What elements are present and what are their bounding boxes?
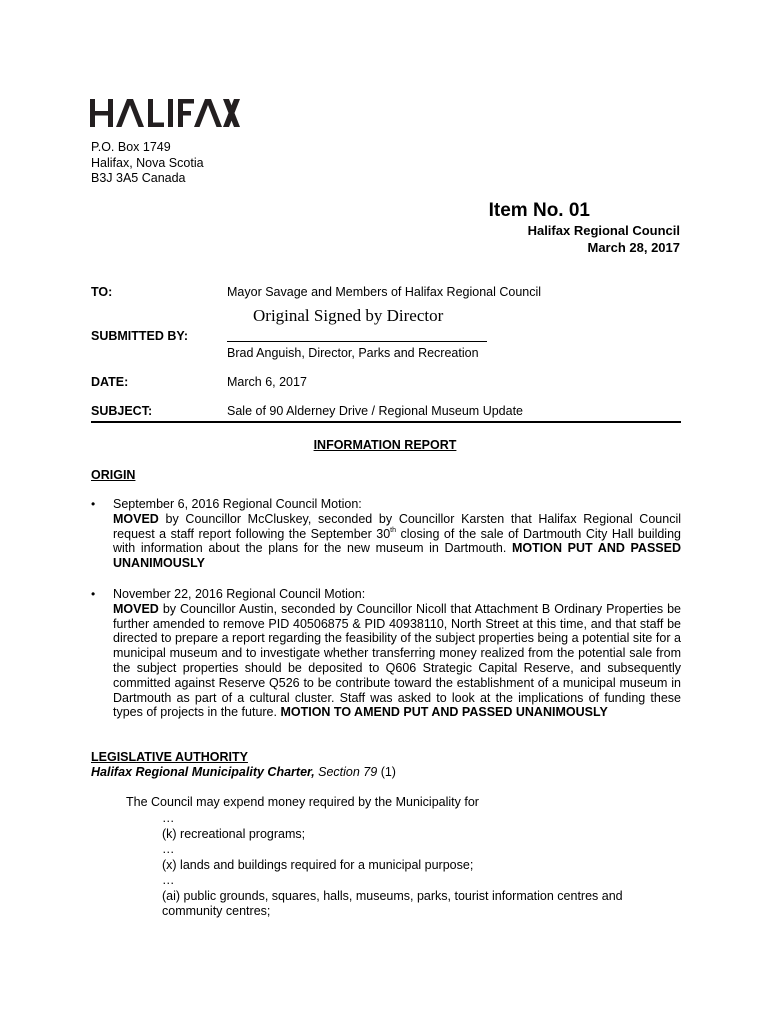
charter-item: (k) recreational programs; (162, 826, 306, 841)
motion-2-body (113, 602, 681, 720)
bullet-1: • (91, 497, 96, 511)
motion-1-moved: MOVED (113, 511, 159, 526)
motion-1 (113, 497, 681, 571)
charter-item: community centres; (162, 904, 271, 918)
item-number: Item No. 01 (488, 200, 590, 221)
motion-2-text: by Councillor Austin, seconded by Councillor Nicoll that Attachment B Ordinary Properties be further amended to remove PID 40506875 & PID 40938110, North Street at this time, and that staff be directed to prepare a report regarding the feasibility of the subject properties being a potential site for a municipal museum and to investigate whether transferring money realized from the potential sale from the subject properties should be deposited to Q606 Strategic Capital Reserve, and subsequently committed against Reserve Q526 to be contribute toward the establishment of a municipal museum in Dartmouth as part of a cultural cluster. Staff was asked to look at the implications of funding these types of projects in the future. (113, 601, 681, 720)
signature-stamp: Original Signed by Director (253, 306, 444, 325)
council-date: March 28, 2017 (587, 240, 680, 255)
to-value: Mayor Savage and Members of Halifax Regional Council (227, 285, 542, 299)
legislative-heading: LEGISLATIVE AUTHORITY (91, 750, 248, 764)
address-line-2: Halifax, Nova Scotia (91, 155, 204, 170)
report-title: INFORMATION REPORT (313, 438, 457, 452)
motion-2-title: November 22, 2016 Regional Council Motion: (113, 587, 366, 601)
subject-divider (91, 421, 681, 423)
council-block (528, 222, 680, 256)
address-line-1: P.O. Box 1749 (91, 140, 171, 154)
charter-intro: The Council may expend money required by the Municipality for (126, 795, 479, 809)
motion-1-title: September 6, 2016 Regional Council Motion: (113, 497, 362, 511)
date-label: DATE: (91, 375, 129, 389)
charter-name: Halifax Regional Municipality Charter, (91, 765, 315, 779)
charter-item: … (162, 842, 175, 856)
motion-2-moved: MOVED (113, 601, 159, 616)
to-label: TO: (91, 285, 113, 299)
charter-reference (91, 765, 396, 779)
motion-1-text-a: by Councillor McCluskey, seconded by Councillor Karsten that Halifax Regional Council request a staff report following the September 30 (113, 511, 681, 541)
submitted-by-value: Brad Anguish, Director, Parks and Recreation (227, 346, 479, 360)
motion-2-result: MOTION TO AMEND PUT AND PASSED UNANIMOUSLY (280, 705, 608, 720)
signature-line (227, 341, 487, 342)
charter-item: … (162, 873, 175, 887)
charter-items (162, 811, 682, 920)
charter-section: Section 79 (314, 765, 378, 779)
submitted-by-label: SUBMITTED BY: (91, 329, 188, 343)
subject-label: SUBJECT: (91, 404, 153, 418)
date-value: March 6, 2017 (227, 375, 307, 389)
mailing-address (91, 140, 204, 187)
origin-heading: ORIGIN (91, 468, 136, 482)
motion-1-body (113, 512, 681, 571)
address-line-3: B3J 3A5 Canada (91, 171, 186, 185)
motion-2 (113, 587, 681, 720)
halifax-logo (90, 96, 240, 130)
motion-1-result: MOTION PUT AND PASSED UNANIMOUSLY (113, 541, 681, 571)
charter-item: (x) lands and buildings required for a municipal purpose; (162, 857, 474, 872)
charter-item: … (162, 811, 175, 825)
council-name: Halifax Regional Council (527, 223, 680, 238)
bullet-2: • (91, 587, 96, 601)
charter-subsection: (1) (377, 765, 396, 779)
motion-1-text-b: closing of the sale of Dartmouth City Hall building with information about the plans for the new museum in Dartmouth. (113, 526, 681, 556)
charter-item: (ai) public grounds, squares, halls, museums, parks, tourist information centres and (162, 888, 623, 903)
subject-value: Sale of 90 Alderney Drive / Regional Museum Update (227, 404, 523, 418)
motion-1-sup: th (390, 526, 397, 534)
